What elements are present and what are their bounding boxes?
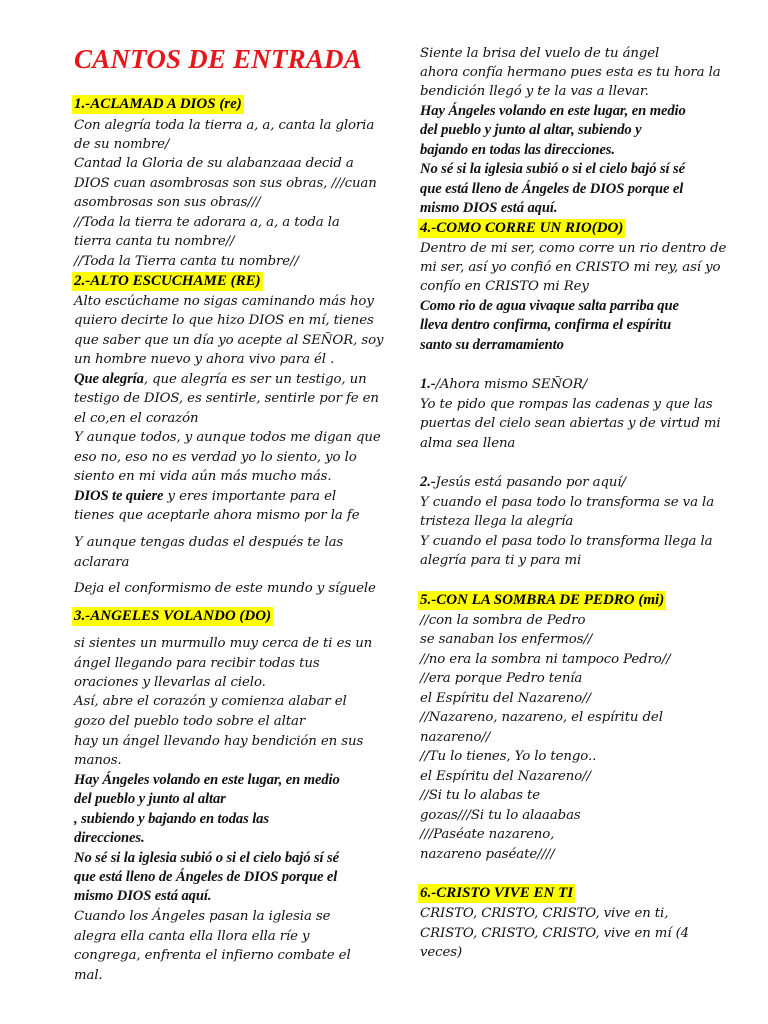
song-3-continued-chorus-line: que está lleno de Ángeles de DIOS porque el (420, 181, 684, 197)
song-4-verse-1-line: puertas del cielo sean abiertas y de virtud mi (420, 416, 721, 431)
song-3-chorus-line: direcciones. (74, 830, 145, 846)
song-5-line: el Espíritu del Nazareno// (420, 769, 591, 784)
song-3-continued-chorus-line: del pueblo y junto al altar, subiendo y (420, 122, 642, 138)
song-1-line: Cantad la Gloria de su alabanzaaa decid a (74, 156, 354, 171)
song-3-heading: 3.-ANGELES VOLANDO (DO) (74, 608, 272, 624)
song-3-line: hay un ángel llevando hay bendición en sus (74, 734, 364, 749)
song-5-line: //Tu lo tienes, Yo lo tengo.. (420, 749, 597, 764)
song-2-line: un hombre nuevo y ahora vivo para él . (74, 352, 335, 367)
song-5-line: nazareno// (420, 730, 491, 745)
song-4-chorus-line: santo su derramamiento (420, 337, 564, 353)
verse-number: 2.- (420, 474, 436, 490)
song-3-chorus-line: Hay Ángeles volando en este lugar, en medio (74, 772, 340, 788)
line-rest: /Ahora mismo SEÑOR/ (435, 377, 588, 392)
song-5-line: gozas///Si tu lo alaaabas (420, 808, 581, 823)
song-2-line: aclarara (74, 555, 130, 570)
song-3-continued-chorus-line: No sé si la iglesia subió o si el cielo bajó sí sé (420, 161, 685, 177)
song-3-continued-line: bendición llegó y te la vas a llevar. (420, 84, 649, 99)
song-1-line: asombrosas son sus obras/// (74, 195, 261, 210)
song-4-verse-1-line (420, 375, 587, 394)
song-3-line: gozo del pueblo todo sobre el altar (74, 714, 306, 729)
song-3-line: oraciones y llevarlas al cielo. (74, 675, 266, 690)
song-4-verse-2-line: alegría para ti y para mi (420, 553, 582, 568)
line-rest: y eres importante para el (163, 489, 336, 504)
song-6-heading: 6.-CRISTO VIVE EN TI (420, 885, 574, 901)
song-2-line: tienes que aceptarle ahora mismo por la fe (74, 508, 360, 523)
song-3-line: ángel llegando para recibir todas tus (74, 656, 320, 671)
song-1-line: DIOS cuan asombrosas son sus obras, ///cuan (74, 176, 377, 191)
song-5-heading: 5.-CON LA SOMBRA DE PEDRO (mi) (420, 592, 665, 608)
song-1-line: de su nombre/ (74, 137, 170, 152)
song-6-line: CRISTO, CRISTO, CRISTO, vive en ti, (420, 906, 669, 921)
song-4-heading: 4.-COMO CORRE UN RIO(DO) (420, 220, 624, 236)
song-2-line: Y aunque tengas dudas el después te las (74, 535, 344, 550)
song-3-chorus-line: que está lleno de Ángeles de DIOS porque el (74, 869, 338, 885)
song-2-line: Alto escúchame no sigas caminando más hoy (74, 294, 374, 309)
song-3-line: Así, abre el corazón y comienza alabar el (74, 694, 347, 709)
song-1-line: tierra canta tu nombre// (74, 234, 235, 249)
line-rest: Jesús está pasando por aquí/ (435, 475, 626, 490)
song-5-line: el Espíritu del Nazareno// (420, 691, 591, 706)
song-3-line: congrega, enfrenta el infierno combate el (74, 948, 351, 963)
song-3-chorus-line: No sé si la iglesia subió o si el cielo bajó sí sé (74, 850, 339, 866)
song-2-line: que saber que un día yo acepte al SEÑOR, soy (74, 333, 384, 348)
song-5-line: ///Paséate nazareno, (420, 827, 555, 842)
song-5-line: //Nazareno, nazareno, el espíritu del (420, 710, 663, 725)
song-1-line: //Toda la tierra te adorara a, a, a toda la (74, 215, 340, 230)
song-4-verse-1-line: alma sea llena (420, 436, 516, 451)
song-3-line: mal. (74, 968, 103, 983)
song-3-chorus-line: mismo DIOS está aquí. (74, 888, 212, 904)
song-4-chorus-line: lleva dentro confirma, confirma el espíritu (420, 317, 672, 333)
song-2-heading: 2.-ALTO ESCUCHAME (RE) (74, 273, 261, 289)
song-3-line: manos. (74, 753, 122, 768)
song-4-chorus-line: Como rio de agua vivaque salta parriba que (420, 298, 679, 314)
bold-phrase: Que alegría (74, 371, 144, 387)
song-2-line: siento en mi vida aún más mucho más. (74, 469, 332, 484)
song-2-line: Deja el conformismo de este mundo y síguele (74, 581, 376, 596)
song-3-line: Cuando los Ángeles pasan la iglesia se (74, 909, 331, 924)
song-3-continued-line: Siente la brisa del vuelo de tu ángel (420, 46, 660, 61)
song-6-line: veces) (420, 945, 463, 960)
page-title: CANTOS DE ENTRADA (74, 44, 362, 74)
song-4-verse-2-line: Y cuando el pasa todo lo transforma se va la (420, 495, 715, 510)
song-2-line (74, 487, 336, 506)
song-4-verse-2-line (420, 473, 626, 492)
song-2-line: Y aunque todos, y aunque todos me digan que (74, 430, 381, 445)
song-4-line: Dentro de mi ser, como corre un rio dentro de (420, 241, 727, 256)
song-2-line: el co,en el corazón (74, 411, 199, 426)
song-5-line: //era porque Pedro tenía (420, 671, 583, 686)
song-3-continued-chorus-line: mismo DIOS está aquí. (420, 200, 558, 216)
song-5-line: //Si tu lo alabas te (420, 788, 540, 803)
song-5-line: //con la sombra de Pedro (420, 613, 586, 628)
song-4-verse-2-line: Y cuando el pasa todo lo transforma llega la (420, 534, 713, 549)
song-3-chorus-line: del pueblo y junto al altar (74, 791, 226, 807)
song-4-verse-2-line: tristeza llega la alegría (420, 514, 574, 529)
song-4-line: mi ser, así yo confió en CRISTO mi rey, así yo (420, 260, 721, 275)
song-5-line: se sanaban los enfermos// (420, 632, 593, 647)
song-3-line: si sientes un murmullo muy cerca de ti es un (74, 636, 373, 651)
song-3-continued-chorus-line: Hay Ángeles volando en este lugar, en medio (420, 103, 686, 119)
song-3-line: alegra ella canta ella llora ella ríe y (74, 929, 310, 944)
line-rest: , que alegría es ser un testigo, un (143, 372, 367, 387)
song-6-line: CRISTO, CRISTO, CRISTO, vive en mí (4 (420, 926, 690, 941)
song-2-line: quiero decirte lo que hizo DIOS en mí, tienes (74, 313, 374, 328)
song-1-line: Con alegría toda la tierra a, a, canta la gloria (74, 118, 375, 133)
song-2-line (74, 370, 367, 389)
song-3-continued-line: ahora confía hermano pues esta es tu hora la (420, 65, 721, 80)
bold-phrase: DIOS te quiere (74, 488, 164, 504)
song-2-line: eso no, eso no es verdad yo lo siento, yo lo (74, 450, 357, 465)
song-3-continued-chorus-line: bajando en todas las direcciones. (420, 142, 615, 158)
song-4-verse-1-line: Yo te pido que rompas las cadenas y que las (420, 397, 713, 412)
song-5-line: nazareno paséate//// (420, 847, 555, 862)
song-1-line: //Toda la Tierra canta tu nombre// (74, 254, 299, 269)
song-2-line: testigo de DIOS, es sentirle, sentirle por fe en (74, 391, 379, 406)
song-4-line: confío en CRISTO mi Rey (420, 279, 589, 294)
song-1-heading: 1.-ACLAMAD A DIOS (re) (74, 96, 242, 112)
song-5-line: //no era la sombra ni tampoco Pedro// (420, 652, 671, 667)
song-3-chorus-line: , subiendo y bajando en todas las (74, 811, 269, 827)
verse-number: 1.- (420, 376, 436, 392)
